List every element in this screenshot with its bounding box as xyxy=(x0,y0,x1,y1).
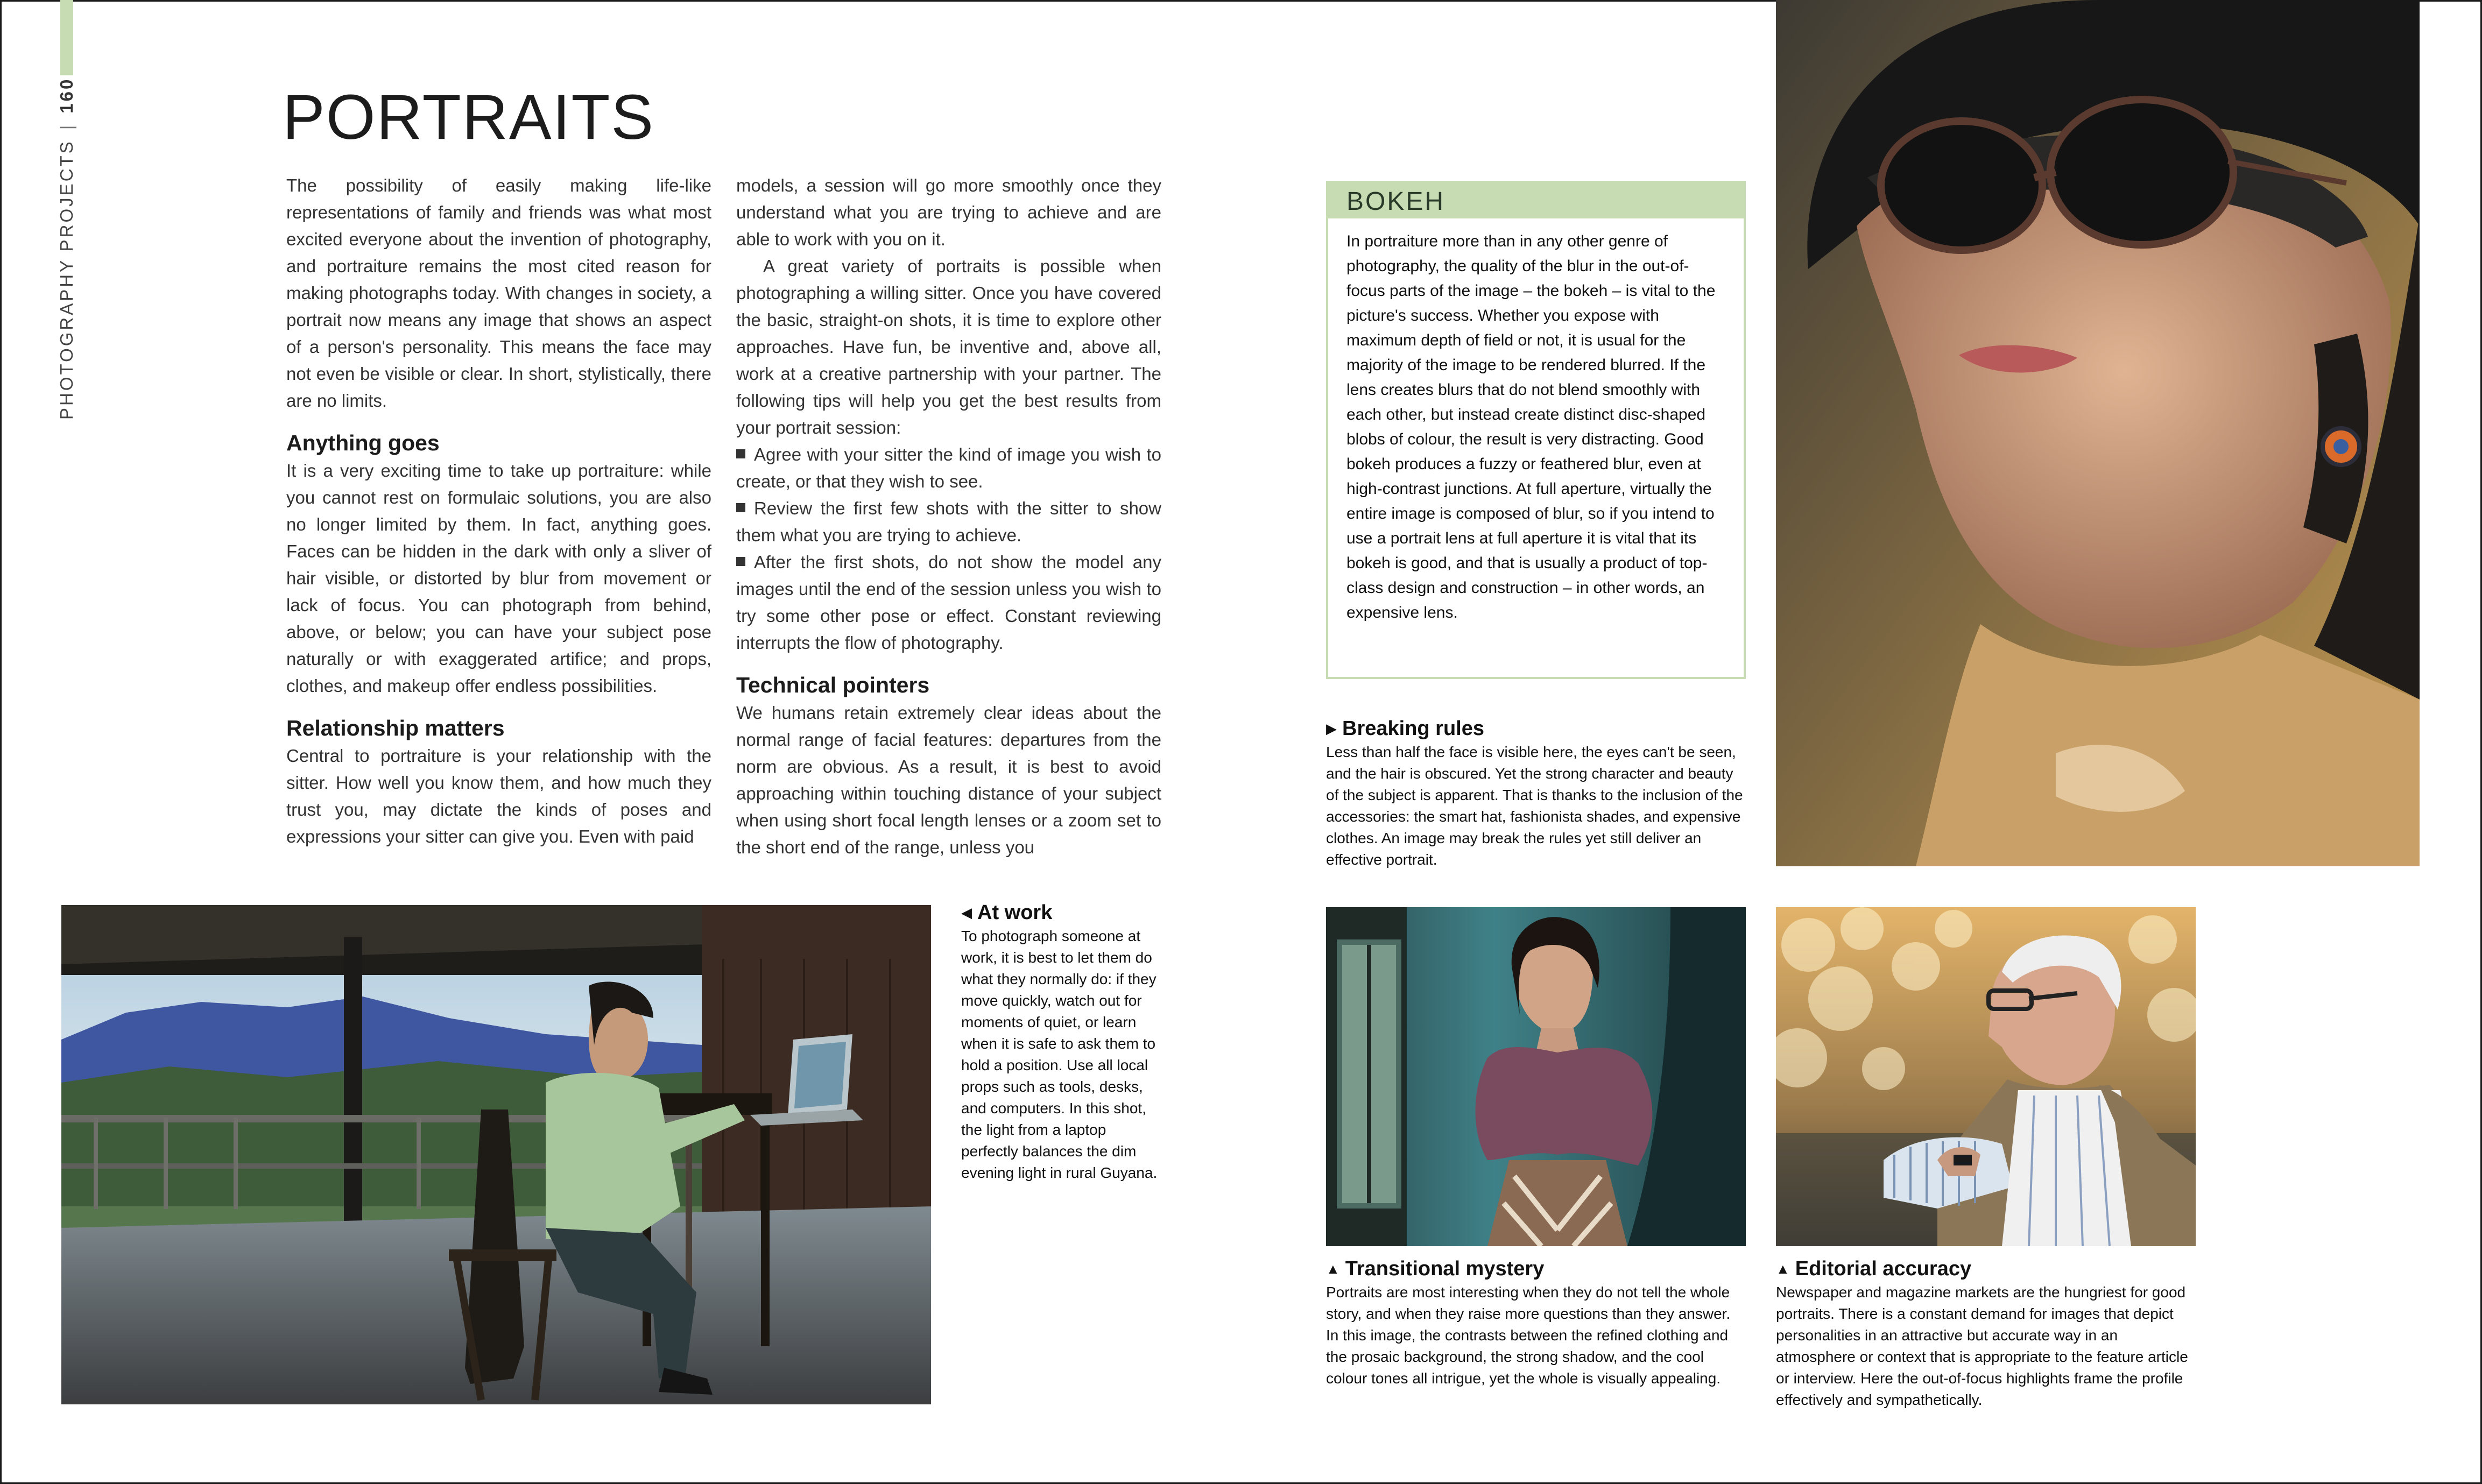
caption-at-work-title: ◀ At work xyxy=(961,900,1166,925)
caption-breaking-rules xyxy=(1326,716,1746,871)
relationship-paragraph: Central to portraiture is your relationship with the sitter. How well you know them, and how much they trust you, may dictate the kinds of poses and expressions your sitter can give you. Even with paid xyxy=(286,746,711,846)
at-work-illustration xyxy=(61,905,931,1404)
caption-editorial-accuracy xyxy=(1776,1256,2196,1411)
arrow-right-icon: ▶ xyxy=(1326,720,1337,737)
arrow-left-icon: ◀ xyxy=(961,904,972,921)
tip-item: After the first shots, do not show the model any images until the end of the session unless you wish to try some other pose or effect. Constant reviewing interrupts the flow of photography. xyxy=(736,552,1161,653)
section-name: PHOTOGRAPHY PROJECTS xyxy=(57,139,76,420)
shawl-portrait-illustration xyxy=(1326,907,1746,1246)
heading-relationship-matters: Relationship matters xyxy=(286,716,505,740)
text-column-right xyxy=(736,172,1161,861)
text-column-left xyxy=(286,172,711,850)
caption-breaking-rules-title: ▶ Breaking rules xyxy=(1326,716,1746,741)
bokeh-body: In portraiture more than in any other genre of photography, the quality of the blur in the out-of-focus parts of the image – the bokeh – is vital to the picture's success. Whether you expose with maximum depth of field or not, it is usual for the majority of the image to be rendered blurred. If the lens creates blurs that do not blend smoothly with each other, but instead create distinct disc-shaped blobs of colour, the result is very distracting. Good bokeh produces a fuzzy or feathered blur, even at high-contrast junctions. At full aperture, virtually the entire image is composed of blur, so if you intend to use a portrait lens at full aperture it is vital that its bokeh is good, and that is usually a product of top-class design and construction – in other words, an expensive lens. xyxy=(1346,232,1716,621)
technical-paragraph: We humans retain extremely clear ideas about the normal range of facial features: departures from the norm are obvious. As a result, it is best to avoid approaching within touching distance of your subject when using short focal length lenses or a zoom set to the short end of the range, unless you xyxy=(736,703,1161,857)
heading-technical-pointers: Technical pointers xyxy=(736,673,930,697)
caption-transitional-mystery-title: ▲ Transitional mystery xyxy=(1326,1256,1746,1282)
photo-breaking-rules xyxy=(1776,0,2420,866)
caption-transitional-mystery xyxy=(1326,1256,1746,1389)
man-profile-illustration xyxy=(1776,907,2196,1246)
page-title: PORTRAITS xyxy=(283,82,655,153)
bokeh-sidebar xyxy=(1326,181,1746,679)
header-separator: | xyxy=(57,123,76,130)
bullet-square-icon xyxy=(736,503,745,512)
caption-breaking-rules-text: Less than half the face is visible here, the eyes can't be seen, and the hair is obscured. Yet the strong character and beauty of the subject is apparent. That is thanks to the inclusion of the accessories: the smart hat, fashionista shades, and expensive clothes. An image may break the rules yet still deliver an effective portrait. xyxy=(1326,744,1743,868)
bullet-square-icon xyxy=(736,557,745,566)
caption-transitional-mystery-text: Portraits are most interesting when they do not tell the whole story, and when they raise more questions than they answer. In this image, the contrasts between the refined clothing and the prosaic background, the strong shadow, and the cool colour tones all intrigue, yet the whole is visually appealing. xyxy=(1326,1284,1731,1387)
page-number: 160 xyxy=(57,77,76,114)
arrow-up-icon: ▲ xyxy=(1776,1261,1790,1277)
caption-at-work-text: To photograph someone at work, it is best to let them do what they normally do: if they move quickly, watch out for moments of quiet, or learn when it is safe to ask them to hold a position. Use all local props such as tools, desks, and computers. In this shot, the light from a laptop perfectly balances the dim evening light in rural Guyana. xyxy=(961,928,1158,1181)
heading-anything-goes: Anything goes xyxy=(286,430,440,455)
photo-editorial-accuracy xyxy=(1776,907,2196,1246)
photo-transitional-mystery xyxy=(1326,907,1746,1246)
photo-at-work xyxy=(61,905,931,1404)
arrow-up-icon: ▲ xyxy=(1326,1261,1340,1277)
continued-paragraph: models, a session will go more smoothly once they understand what you are trying to achieve and are able to work with you on it. xyxy=(736,175,1161,249)
tip-item: Review the first few shots with the sitter to show them what you are trying to achieve. xyxy=(736,498,1161,545)
caption-editorial-accuracy-title: ▲ Editorial accuracy xyxy=(1776,1256,2196,1282)
caption-editorial-accuracy-text: Newspaper and magazine markets are the hungriest for good portraits. There is a constant demand for images that depict personalities in an attractive but accurate way in an atmosphere or context that is appropriate to the feature article or interview. Here the out-of-focus highlights frame the profile effectively and sympathetically. xyxy=(1776,1284,2188,1408)
tip-item: Agree with your sitter the kind of image you wish to create, or that they wish to see. xyxy=(736,444,1161,491)
hat-portrait-illustration xyxy=(1776,0,2420,866)
intro-paragraph: The possibility of easily making life-like representations of family and friends was what most excited everyone about the invention of photography, and portraiture remains the most cited reason for making photographs today. With changes in society, a portrait now means any image that shows an aspect of a person's personality. This means the face may not even be visible or clear. In short, stylistically, there are no limits. xyxy=(286,175,711,411)
running-header xyxy=(55,22,79,420)
bullet-square-icon xyxy=(736,449,745,458)
caption-at-work xyxy=(961,900,1166,1184)
variety-paragraph: A great variety of portraits is possible when photographing a willing sitter. Once you have covered the basic, straight-on shots, it is time to explore other approaches. Have fun, be inventive and, above all, work at a creative partnership with your partner. The following tips will help you get the best results from your portrait session: xyxy=(736,256,1161,437)
anything-goes-paragraph: It is a very exciting time to take up portraiture: while you cannot rest on formulaic solutions, you are also no longer limited by them. In fact, anything goes. Faces can be hidden in the dark with only a sliver of hair visible, or distorted by blur from movement or lack of focus. You can photograph from behind, above, or below; you can have your subject pose naturally or with exaggerated artifice; and props, clothes, and makeup offer endless possibilities. xyxy=(286,461,711,696)
bokeh-heading: BOKEH xyxy=(1328,183,1744,218)
